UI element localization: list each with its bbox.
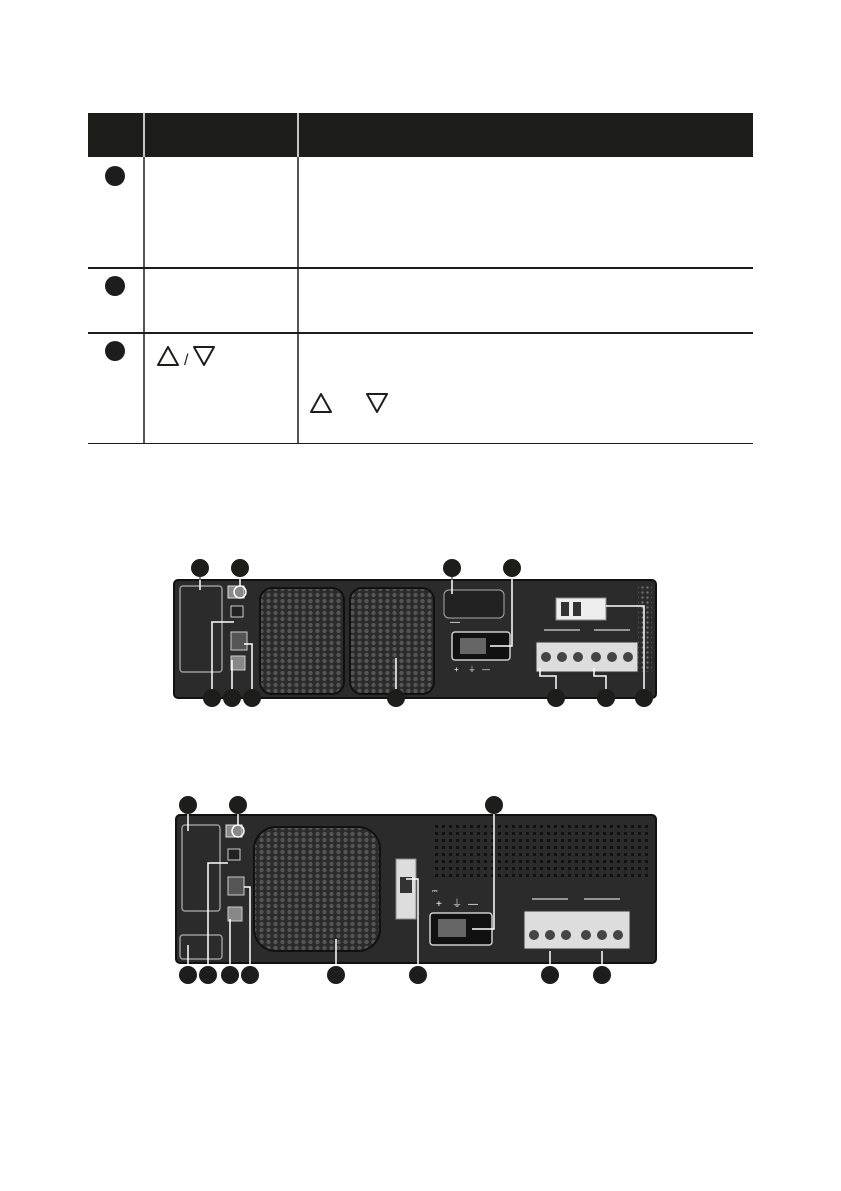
callout-marker [541, 966, 559, 984]
usb-port [228, 849, 240, 860]
callout-marker [221, 966, 239, 984]
fan-grille-right [350, 588, 434, 694]
callout-marker [191, 559, 209, 577]
callout-marker [409, 966, 427, 984]
header-description [298, 113, 753, 157]
expansion-slot-cover [182, 825, 220, 911]
panel-label: — [450, 617, 460, 628]
svg-text:/: / [184, 352, 189, 367]
callout-marker [223, 689, 241, 707]
tower-ups-rear-panel-figure [160, 795, 670, 990]
panel-label: ⏚ [452, 899, 462, 910]
triangle-up-icon [158, 347, 178, 365]
callout-marker [243, 689, 261, 707]
panel-label: — [482, 665, 490, 674]
panel-label: — [468, 899, 478, 910]
rack-ups-rear-panel-figure [160, 550, 670, 715]
vent-area [432, 823, 650, 879]
callout-marker [503, 559, 521, 577]
callout-marker [443, 559, 461, 577]
callout-marker [229, 796, 247, 814]
header-number [88, 113, 144, 157]
output-terminal-block [524, 911, 630, 949]
battery-slot-cover [180, 935, 222, 959]
epo-port [228, 907, 242, 921]
panel-label: ⏚ [468, 665, 476, 674]
expansion-slot-cover [180, 586, 222, 672]
svg-text:⎓: ⎓ [432, 888, 438, 895]
callout-marker [231, 559, 249, 577]
callout-marker [485, 796, 503, 814]
usb-port [231, 606, 243, 617]
up-down-description-icons [309, 392, 399, 414]
up-down-buttons-icon [157, 345, 221, 367]
side-vent [638, 586, 652, 672]
callout-marker [179, 966, 197, 984]
description-table [88, 113, 753, 444]
serial-port [231, 632, 247, 650]
row-number-badge [105, 341, 125, 361]
epo-port [231, 656, 245, 670]
callout-marker [241, 966, 259, 984]
table-frame [88, 113, 753, 444]
callout-marker [597, 689, 615, 707]
callout-marker [635, 689, 653, 707]
triangle-down-icon [367, 394, 387, 412]
callout-marker [547, 689, 565, 707]
panel-label: + [454, 665, 459, 674]
callout-marker [199, 966, 217, 984]
callout-marker [179, 796, 197, 814]
breaker-cover [444, 590, 504, 618]
callout-marker [327, 966, 345, 984]
triangle-up-icon [311, 394, 331, 412]
callout-marker [387, 689, 405, 707]
output-terminal-block [536, 642, 638, 672]
callout-marker [203, 689, 221, 707]
serial-port [228, 877, 244, 895]
row-number-badge [105, 166, 125, 186]
triangle-down-icon [194, 347, 214, 365]
panel-label: + [436, 899, 442, 910]
header-item [144, 113, 298, 157]
fan-grille-left [260, 588, 344, 694]
row-number-badge [105, 276, 125, 296]
callout-marker [593, 966, 611, 984]
fan-grille [254, 827, 380, 951]
